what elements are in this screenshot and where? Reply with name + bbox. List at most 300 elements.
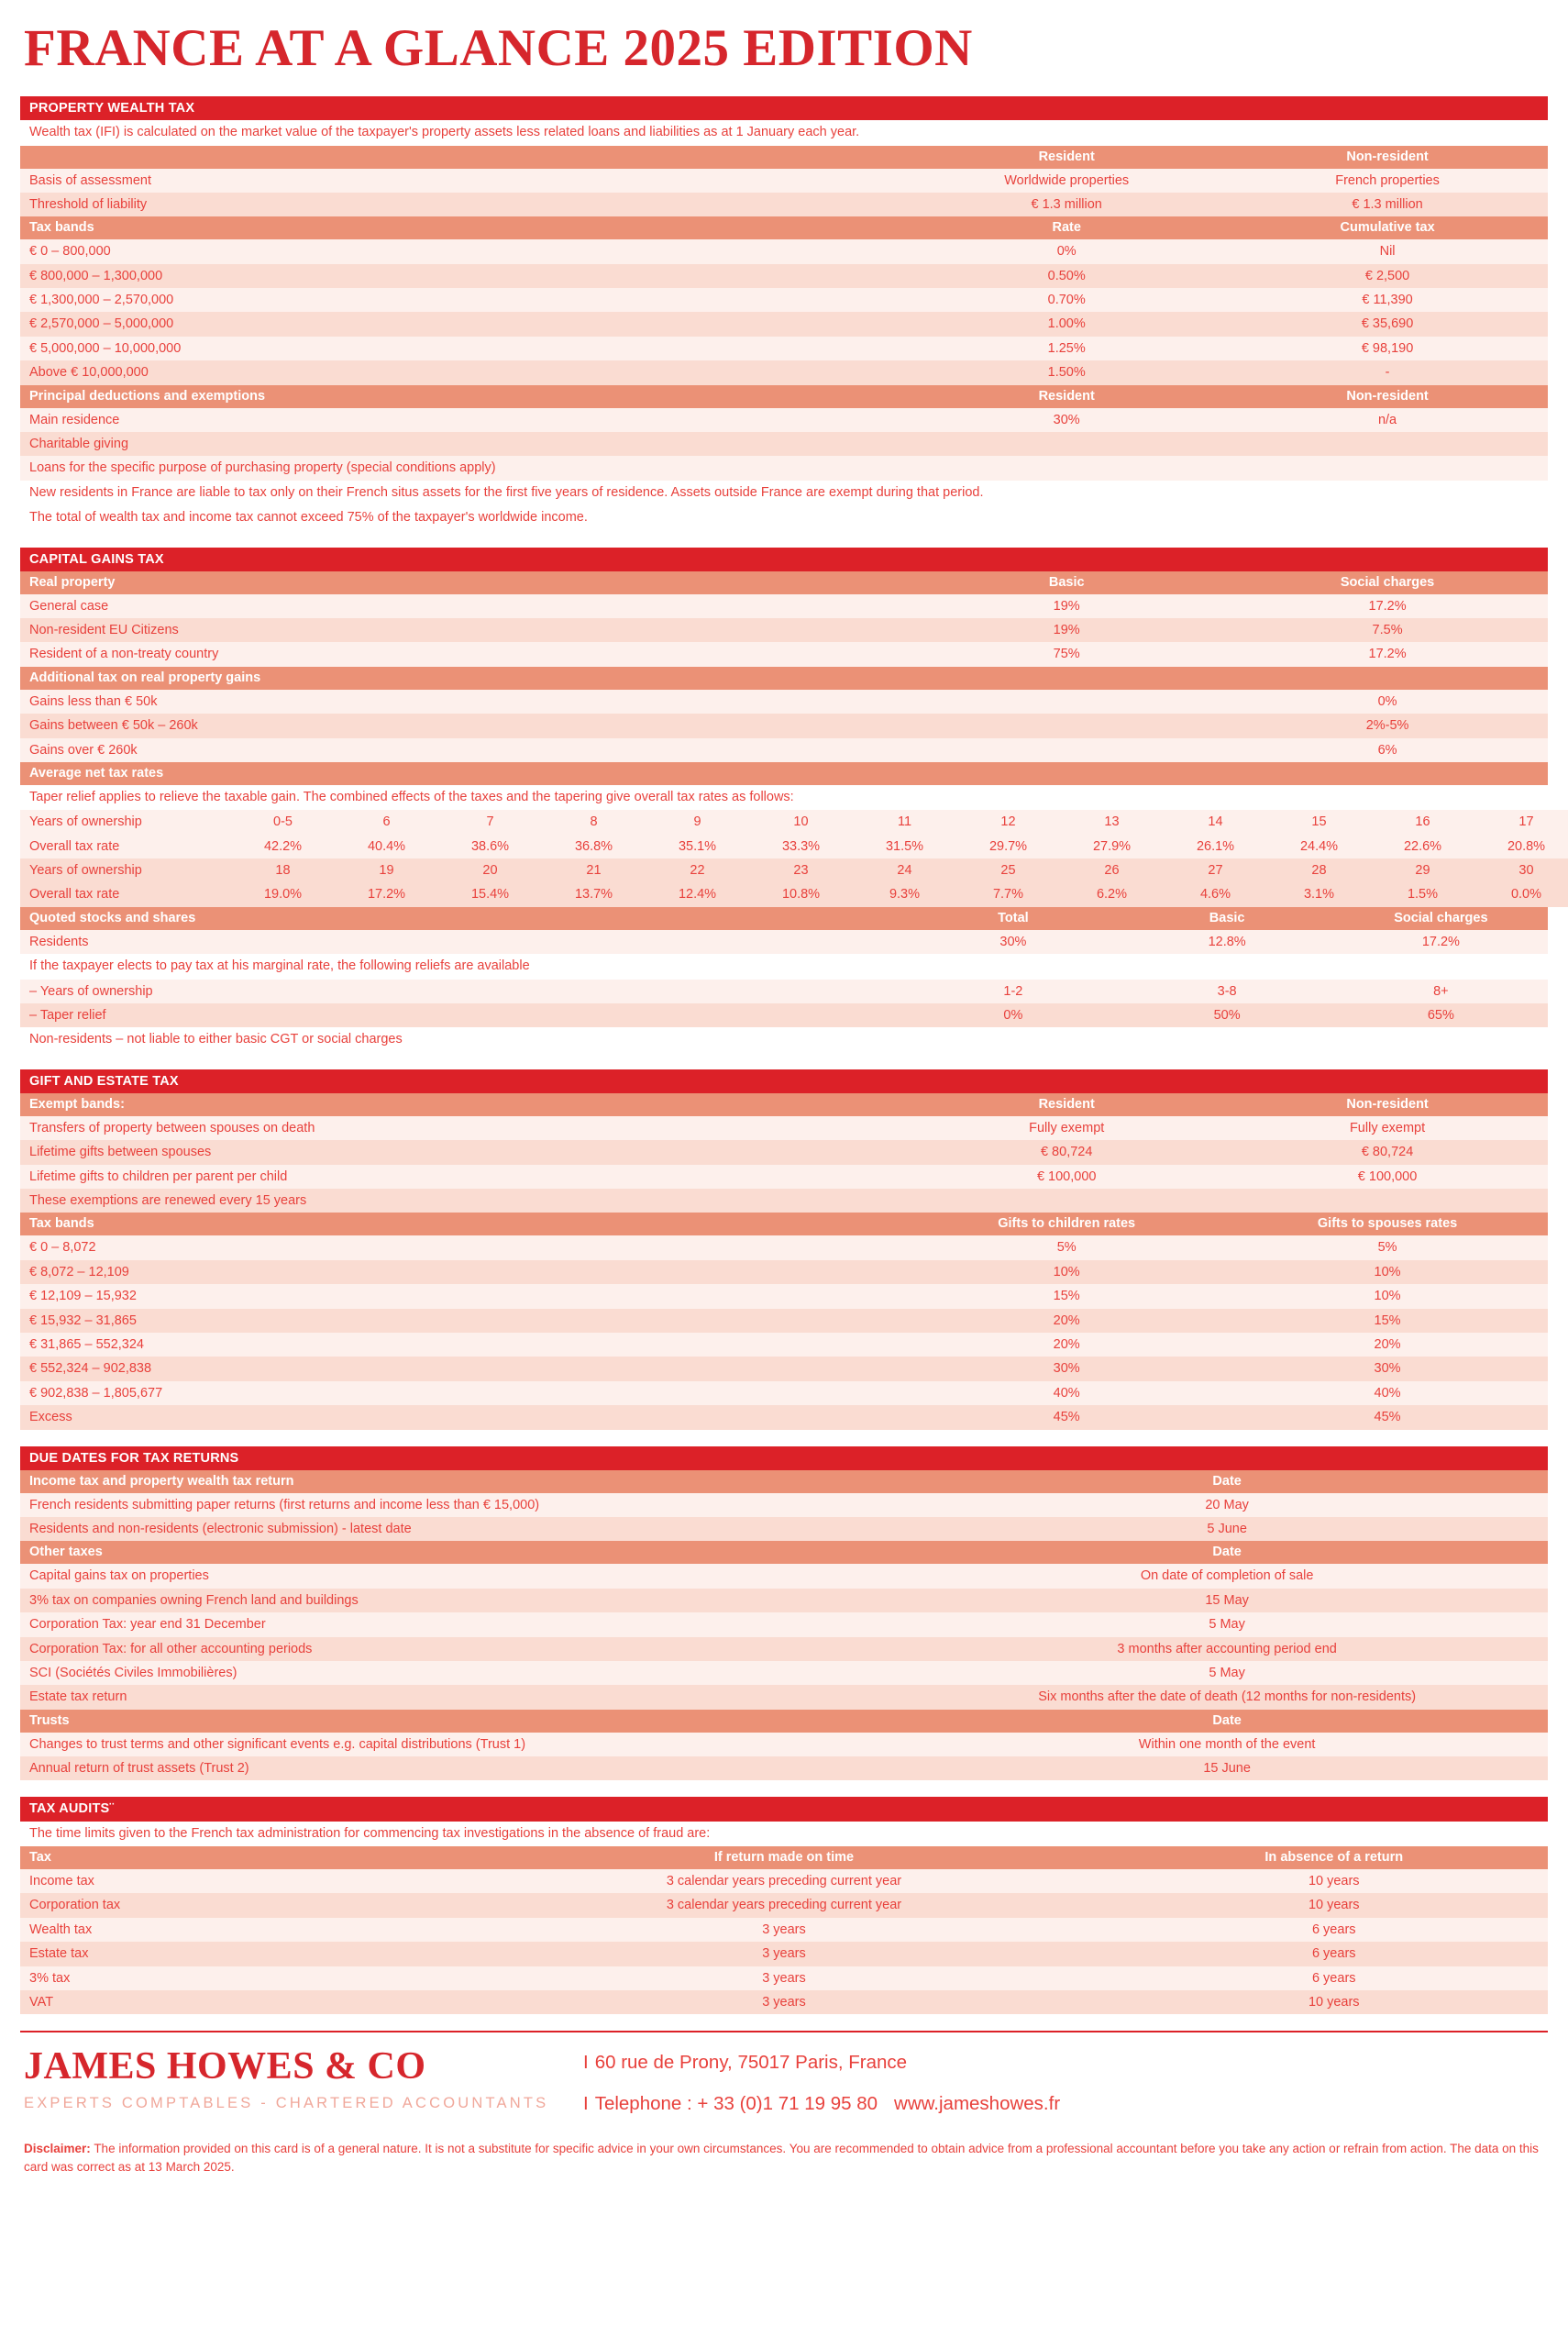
- header-cell: Basic: [1048, 574, 1085, 590]
- company-tagline: EXPERTS COMPTABLES - CHARTERED ACCOUNTANTS: [24, 2095, 549, 2112]
- cell: These exemptions are renewed every 15 years: [29, 1193, 307, 1209]
- table-row: [20, 1309, 1548, 1333]
- header-cell: Non-resident: [1346, 149, 1429, 164]
- table-row: [20, 1517, 1548, 1541]
- header-cell: Gifts to children rates: [998, 1216, 1136, 1232]
- table-row: [20, 930, 1548, 954]
- header-cell: [20, 146, 906, 169]
- cell: Nil: [1379, 244, 1396, 260]
- cell: 29: [1415, 863, 1430, 879]
- cell: Main residence: [29, 412, 120, 427]
- header-cell: Date: [1212, 1473, 1242, 1489]
- cell: 28: [1311, 863, 1327, 879]
- table-row: [20, 264, 1548, 288]
- table-row: [20, 738, 1548, 762]
- cell: 3 calendar years preceding current year: [666, 1898, 902, 1913]
- table-row: [20, 1661, 1548, 1685]
- cell: [1227, 1189, 1548, 1213]
- cell: 10%: [1374, 1289, 1401, 1304]
- taper-years-row-1: [20, 810, 1568, 834]
- cell: Gains between € 50k – 260k: [29, 718, 198, 734]
- cell: 15%: [1374, 1312, 1401, 1328]
- header-cell: Date: [1212, 1712, 1242, 1728]
- phone-line: [583, 2094, 1548, 2115]
- cell: [906, 432, 1227, 456]
- bar-separator-icon-2: I: [583, 2092, 589, 2114]
- cell: Lifetime gifts between spouses: [29, 1145, 212, 1160]
- cell: 6: [382, 814, 391, 830]
- table-row: [20, 432, 1548, 456]
- cell: 22: [690, 863, 705, 879]
- cell: 3% tax on companies owning French land and buildings: [29, 1592, 359, 1608]
- cell: 30%: [999, 934, 1027, 949]
- table-row: [20, 1333, 1548, 1357]
- cell: 3 years: [762, 1922, 806, 1937]
- header-cell: [1227, 667, 1548, 690]
- cell: € 100,000: [1357, 1168, 1418, 1184]
- taper-years-row-2: [20, 858, 1568, 882]
- table-row: [20, 1990, 1548, 2014]
- table-row: [20, 1381, 1548, 1405]
- cell: 36.8%: [574, 838, 613, 854]
- gift-estate-table: [20, 1093, 1548, 1430]
- section-property-wealth-tax: [20, 96, 1548, 531]
- cell: 17.2%: [367, 887, 406, 903]
- cell: 14: [1208, 814, 1223, 830]
- cell: Threshold of liability: [29, 196, 148, 212]
- cell: 20%: [1053, 1336, 1080, 1352]
- cell: Residents: [29, 934, 89, 949]
- header-cell: Average net tax rates: [29, 765, 164, 781]
- cell: 1.50%: [1047, 365, 1086, 381]
- table-header-row: [20, 1213, 1548, 1235]
- cell: SCI (Sociétés Civiles Immobilières): [29, 1665, 237, 1680]
- table-row: [20, 1942, 1548, 1966]
- cell: 0%: [1377, 693, 1397, 709]
- cell: € 0 – 8,072: [29, 1240, 96, 1256]
- header-cell: [1227, 762, 1548, 785]
- header-cell: Quoted stocks and shares: [29, 910, 196, 925]
- cell: 15 June: [1203, 1761, 1251, 1777]
- table-row: [20, 169, 1548, 193]
- cell: Gains over € 260k: [29, 742, 138, 758]
- cell: 21: [586, 863, 602, 879]
- header-cell: Exempt bands:: [29, 1096, 125, 1112]
- cell: € 15,932 – 31,865: [29, 1312, 137, 1328]
- cell: 20 May: [1205, 1497, 1249, 1512]
- property-wealth-tax-intro: Wealth tax (IFI) is calculated on the market value of the taxpayer's property assets less related loans and liabilities as at 1 January each year.: [20, 120, 1548, 145]
- table-header-row: [20, 1541, 1548, 1564]
- cell: 15%: [1053, 1289, 1080, 1304]
- cell: Income tax: [29, 1873, 94, 1888]
- cell: 3.1%: [1303, 887, 1335, 903]
- cell: 22.6%: [1403, 838, 1442, 854]
- cell: 23: [793, 863, 809, 879]
- table-row: [20, 408, 1548, 432]
- table-row: [20, 193, 1548, 216]
- cell: [906, 690, 1227, 714]
- table-row: [20, 1918, 1548, 1942]
- property-wealth-footnote-0: New residents in France are liable to tax only on their French situs assets for the first five years of residence. Assets outside France are exempt during that period.: [20, 481, 1548, 505]
- table-header-row: [20, 1093, 1548, 1116]
- header-cell: Resident: [1038, 149, 1095, 164]
- cell: 19%: [1053, 623, 1080, 638]
- table-row: [20, 1493, 1548, 1517]
- cell: 30%: [1053, 412, 1080, 427]
- section-heading-property-wealth-tax: PROPERTY WEALTH TAX: [20, 96, 1548, 120]
- section-gift-and-estate-tax: [20, 1069, 1548, 1430]
- cell: 5%: [1056, 1240, 1077, 1256]
- table-row: [20, 1685, 1548, 1709]
- table-header-row: [20, 146, 1548, 169]
- cell: [906, 714, 1227, 737]
- cell: € 2,500: [1364, 268, 1410, 283]
- property-wealth-tax-table: [20, 146, 1548, 481]
- table-row: [20, 1357, 1548, 1380]
- cell: 10%: [1053, 1264, 1080, 1279]
- table-row: [20, 239, 1548, 263]
- cell: € 1,300,000 – 2,570,000: [29, 293, 174, 308]
- cell: 24: [897, 863, 912, 879]
- cell: 17: [1518, 814, 1534, 830]
- cell: – Years of ownership: [29, 983, 153, 999]
- cgt-relief-table: [20, 980, 1548, 1028]
- cell: € 35,690: [1361, 316, 1414, 332]
- cell: 0%: [1003, 1007, 1023, 1023]
- cell: € 12,109 – 15,932: [29, 1289, 137, 1304]
- table-header-row: [20, 571, 1548, 594]
- table-row: [20, 980, 1548, 1003]
- cell: 3 years: [762, 1946, 806, 1962]
- cell: [906, 456, 1227, 480]
- cell: 19%: [1053, 598, 1080, 614]
- cell: 19: [379, 863, 394, 879]
- table-row: [20, 594, 1548, 618]
- cell: € 80,724: [1040, 1145, 1093, 1160]
- address-line: [583, 2053, 1548, 2074]
- cell: Annual return of trust assets (Trust 2): [29, 1761, 249, 1777]
- cell: Fully exempt: [1349, 1120, 1426, 1135]
- header-cell: Trusts: [29, 1712, 70, 1728]
- taper-rates-row-2: [20, 882, 1568, 906]
- cell: 6%: [1377, 742, 1397, 758]
- cell: 0.0%: [1510, 887, 1542, 903]
- cell: Corporation Tax: year end 31 December: [29, 1617, 266, 1633]
- cell: 75%: [1053, 647, 1080, 662]
- footer: [20, 2032, 1548, 2134]
- cell: € 80,724: [1361, 1145, 1414, 1160]
- header-cell: Principal deductions and exemptions: [29, 388, 266, 404]
- tax-audits-table: [20, 1846, 1548, 2014]
- table-row: [20, 618, 1548, 642]
- table-row: [20, 337, 1548, 360]
- cell: € 2,570,000 – 5,000,000: [29, 316, 174, 332]
- row-label: Overall tax rate: [29, 887, 120, 903]
- header-cell: Resident: [1038, 388, 1095, 404]
- cell: 8+: [1433, 983, 1449, 999]
- website-link[interactable]: www.jameshowes.fr: [894, 2092, 1061, 2114]
- section-due-dates: [20, 1446, 1548, 1781]
- cell: 5 June: [1207, 1522, 1247, 1537]
- table-row: [20, 288, 1548, 312]
- cell: 8: [590, 814, 598, 830]
- row-label: Years of ownership: [29, 814, 142, 830]
- cell: 7.7%: [992, 887, 1024, 903]
- cell: 10 years: [1308, 1873, 1360, 1888]
- cell: 24.4%: [1299, 838, 1339, 854]
- cell: 29.7%: [988, 838, 1028, 854]
- table-row: [20, 1235, 1548, 1259]
- cell: 3% tax: [29, 1970, 71, 1986]
- cell: 17.2%: [1421, 934, 1460, 949]
- cell: Wealth tax: [29, 1922, 93, 1937]
- cell: € 100,000: [1036, 1168, 1097, 1184]
- cell: 10.8%: [781, 887, 821, 903]
- table-row: [20, 456, 1548, 480]
- cell: Gains less than € 50k: [29, 693, 158, 709]
- cell: [1227, 456, 1548, 480]
- table-row: [20, 1756, 1548, 1780]
- cell: 17.2%: [1368, 647, 1407, 662]
- section-heading-gift-and-estate-tax: GIFT AND ESTATE TAX: [20, 1069, 1548, 1093]
- cell: 15: [1311, 814, 1327, 830]
- cell: 1.25%: [1047, 340, 1086, 356]
- cell: On date of completion of sale: [1140, 1568, 1314, 1584]
- cell: 30: [1518, 863, 1534, 879]
- cell: Excess: [29, 1410, 72, 1425]
- header-cell: Cumulative tax: [1340, 220, 1435, 236]
- cell: 10 years: [1308, 1994, 1360, 2010]
- cell: [906, 1189, 1227, 1213]
- cell: 7.5%: [1372, 623, 1403, 638]
- section-tax-audits: [20, 1797, 1548, 2014]
- cell: 27.9%: [1092, 838, 1132, 854]
- header-cell: Resident: [1038, 1096, 1095, 1112]
- table-row: [20, 312, 1548, 336]
- cell: 27: [1208, 863, 1223, 879]
- table-row: [20, 1893, 1548, 1917]
- cell: € 31,865 – 552,324: [29, 1336, 144, 1352]
- cell: 20%: [1053, 1312, 1080, 1328]
- header-cell: Tax bands: [29, 1216, 94, 1232]
- cell: 6.2%: [1096, 887, 1128, 903]
- cell: € 552,324 – 902,838: [29, 1361, 152, 1377]
- cell: 45%: [1053, 1410, 1080, 1425]
- table-row: [20, 1189, 1548, 1213]
- cell: 17.2%: [1368, 598, 1407, 614]
- cell: 5 May: [1209, 1665, 1245, 1680]
- cell: Corporation tax: [29, 1898, 121, 1913]
- footer-brand-block: [20, 2047, 583, 2112]
- cell: 20: [482, 863, 498, 879]
- cell: 10 years: [1308, 1898, 1360, 1913]
- header-cell: Basic: [1209, 910, 1245, 925]
- header-cell: Real property: [29, 574, 116, 590]
- row-label: Overall tax rate: [29, 838, 120, 854]
- cell: 9: [693, 814, 701, 830]
- cell: 26: [1104, 863, 1120, 879]
- header-cell: Income tax and property wealth tax return: [29, 1473, 294, 1489]
- table-row: [20, 1564, 1548, 1588]
- cell: [906, 738, 1227, 762]
- table-header-row: [20, 667, 1548, 690]
- cell: 30%: [1053, 1361, 1080, 1377]
- table-row: [20, 1589, 1548, 1612]
- table-header-row: [20, 907, 1548, 930]
- cell: Changes to trust terms and other significant events e.g. capital distributions (Trust 1): [29, 1736, 526, 1752]
- cgt-real-property-table: [20, 571, 1548, 785]
- cgt-quoted-stocks-table: [20, 907, 1548, 954]
- cell: 11: [897, 814, 912, 830]
- cell: 45%: [1374, 1410, 1401, 1425]
- cell: € 11,390: [1362, 293, 1413, 308]
- cell: Capital gains tax on properties: [29, 1568, 209, 1584]
- cell: 5 May: [1209, 1617, 1245, 1633]
- header-cell: [906, 667, 1227, 690]
- table-header-row: [20, 1846, 1548, 1869]
- row-label: Years of ownership: [29, 863, 142, 879]
- cell: Resident of a non-treaty country: [29, 647, 219, 662]
- table-row: [20, 642, 1548, 666]
- table-row: [20, 690, 1548, 714]
- company-name: JAMES HOWES & CO: [24, 2045, 426, 2088]
- table-header-row: [20, 762, 1548, 785]
- table-header-row: [20, 216, 1548, 239]
- cgt-taper-intro: Taper relief applies to relieve the taxable gain. The combined effects of the taxes and the tapering give overall tax rates as follows:: [20, 785, 1548, 810]
- cell: – Taper relief: [29, 1007, 106, 1023]
- cell: 4.6%: [1199, 887, 1231, 903]
- cell: 0-5: [273, 814, 293, 830]
- table-row: [20, 1869, 1548, 1893]
- cell: Estate tax: [29, 1946, 89, 1962]
- table-row: [20, 1612, 1548, 1636]
- cell: 40%: [1374, 1385, 1401, 1401]
- cell: 6 years: [1311, 1922, 1356, 1937]
- cell: Above € 10,000,000: [29, 365, 149, 381]
- phone-text: Telephone : + 33 (0)1 71 19 95 80: [594, 2092, 878, 2114]
- cell: € 0 – 800,000: [29, 244, 111, 260]
- property-wealth-footnote-1: The total of wealth tax and income tax cannot exceed 75% of the taxpayer's worldwide income.: [20, 505, 1548, 530]
- cell: Within one month of the event: [1138, 1736, 1316, 1752]
- header-cell: Other taxes: [29, 1545, 103, 1560]
- header-cell: Total: [998, 910, 1029, 925]
- header-cell: In absence of a return: [1264, 1850, 1404, 1866]
- cell: 42.2%: [263, 838, 303, 854]
- cell: € 1.3 million: [1031, 196, 1102, 212]
- cell: € 8,072 – 12,109: [29, 1264, 129, 1279]
- cell: 3 years: [762, 1994, 806, 2010]
- cell: 40.4%: [367, 838, 406, 854]
- table-row: [20, 1003, 1548, 1027]
- cell: Estate tax return: [29, 1689, 127, 1705]
- cell: 38.6%: [470, 838, 510, 854]
- cell: Transfers of property between spouses on death: [29, 1120, 315, 1135]
- table-row: [20, 1260, 1548, 1284]
- cell: Lifetime gifts to children per parent per child: [29, 1168, 288, 1184]
- cell: 20%: [1374, 1336, 1401, 1352]
- cell: VAT: [29, 1994, 54, 2010]
- cell: 33.3%: [781, 838, 821, 854]
- cell: 15.4%: [470, 887, 510, 903]
- header-cell: Social charges: [1340, 574, 1435, 590]
- table-row: [20, 1637, 1548, 1661]
- cell: Non-resident EU Citizens: [29, 623, 179, 638]
- cell: Residents and non-residents (electronic submission) - latest date: [29, 1522, 412, 1537]
- cell: 6 years: [1311, 1946, 1356, 1962]
- cell: 65%: [1427, 1007, 1454, 1023]
- section-heading-capital-gains-tax: CAPITAL GAINS TAX: [20, 548, 1548, 571]
- cell: [1227, 432, 1548, 456]
- cell: 12.8%: [1208, 934, 1246, 949]
- disclaimer: [20, 2134, 1548, 2176]
- address-text: 60 rue de Prony, 75017 Paris, France: [594, 2052, 908, 2074]
- due-dates-table: [20, 1470, 1548, 1781]
- table-row: [20, 1116, 1548, 1140]
- header-cell: Gifts to spouses rates: [1317, 1216, 1458, 1232]
- tax-audits-intro: The time limits given to the French tax administration for commencing tax investigations in the absence of fraud are:: [20, 1822, 1548, 1846]
- cell: 40%: [1053, 1385, 1080, 1401]
- cell: n/a: [1377, 412, 1397, 427]
- disclaimer-label: Disclaimer:: [24, 2142, 91, 2156]
- cell: French residents submitting paper returns (first returns and income less than € 15,000): [29, 1497, 540, 1512]
- cell: 30%: [1374, 1361, 1401, 1377]
- header-cell: Rate: [1052, 220, 1081, 236]
- cell: 0.50%: [1047, 268, 1086, 283]
- cell: 20.8%: [1507, 838, 1546, 854]
- section-heading-tax-audits: TAX AUDITS¨: [20, 1797, 1548, 1821]
- header-cell: Non-resident: [1346, 1096, 1429, 1112]
- table-row: [20, 1733, 1548, 1756]
- cell: 0.70%: [1047, 293, 1086, 308]
- header-cell: [906, 762, 1227, 785]
- header-cell: Date: [1212, 1545, 1242, 1560]
- table-row: [20, 1140, 1548, 1164]
- cell: € 902,838 – 1,805,677: [29, 1385, 163, 1401]
- cell: 5%: [1377, 1240, 1397, 1256]
- cell: Worldwide properties: [1004, 172, 1130, 188]
- cell: 12.4%: [678, 887, 717, 903]
- table-row: [20, 1165, 1548, 1189]
- page-title: FRANCE AT A GLANCE 2025 EDITION: [24, 19, 973, 77]
- cell: 13.7%: [574, 887, 613, 903]
- table-header-row: [20, 385, 1548, 408]
- cell: 3 calendar years preceding current year: [666, 1873, 902, 1888]
- cell: 13: [1104, 814, 1120, 830]
- cell: € 800,000 – 1,300,000: [29, 268, 163, 283]
- taper-rates-row-1: [20, 835, 1568, 858]
- cell: Loans for the specific purpose of purchasing property (special conditions apply): [29, 460, 496, 476]
- header-cell: Non-resident: [1346, 388, 1429, 404]
- cell: 2%-5%: [1365, 718, 1409, 734]
- cell: Charitable giving: [29, 436, 129, 451]
- bar-separator-icon: I: [583, 2052, 589, 2074]
- cell: 31.5%: [885, 838, 924, 854]
- table-row: [20, 360, 1548, 384]
- cell: € 5,000,000 – 10,000,000: [29, 340, 182, 356]
- cell: 10: [793, 814, 809, 830]
- header-cell: Tax: [29, 1850, 51, 1866]
- cell: -: [1385, 365, 1390, 381]
- cell: € 98,190: [1361, 340, 1414, 356]
- cell: 35.1%: [678, 838, 717, 854]
- disclaimer-text: The information provided on this card is of a general nature. It is not a substitute for specific advice in your own circumstances. You are recommended to obtain advice from a professional accountant before you take any action or refrain from action. The data on this card was correct as at 13 March 2025.: [24, 2142, 1539, 2174]
- cell: 0%: [1056, 244, 1077, 260]
- table-header-row: [20, 1470, 1548, 1493]
- cell: 10%: [1374, 1264, 1401, 1279]
- header-cell: Social charges: [1394, 910, 1488, 925]
- header-cell: Tax bands: [29, 220, 94, 236]
- table-row: [20, 1405, 1548, 1429]
